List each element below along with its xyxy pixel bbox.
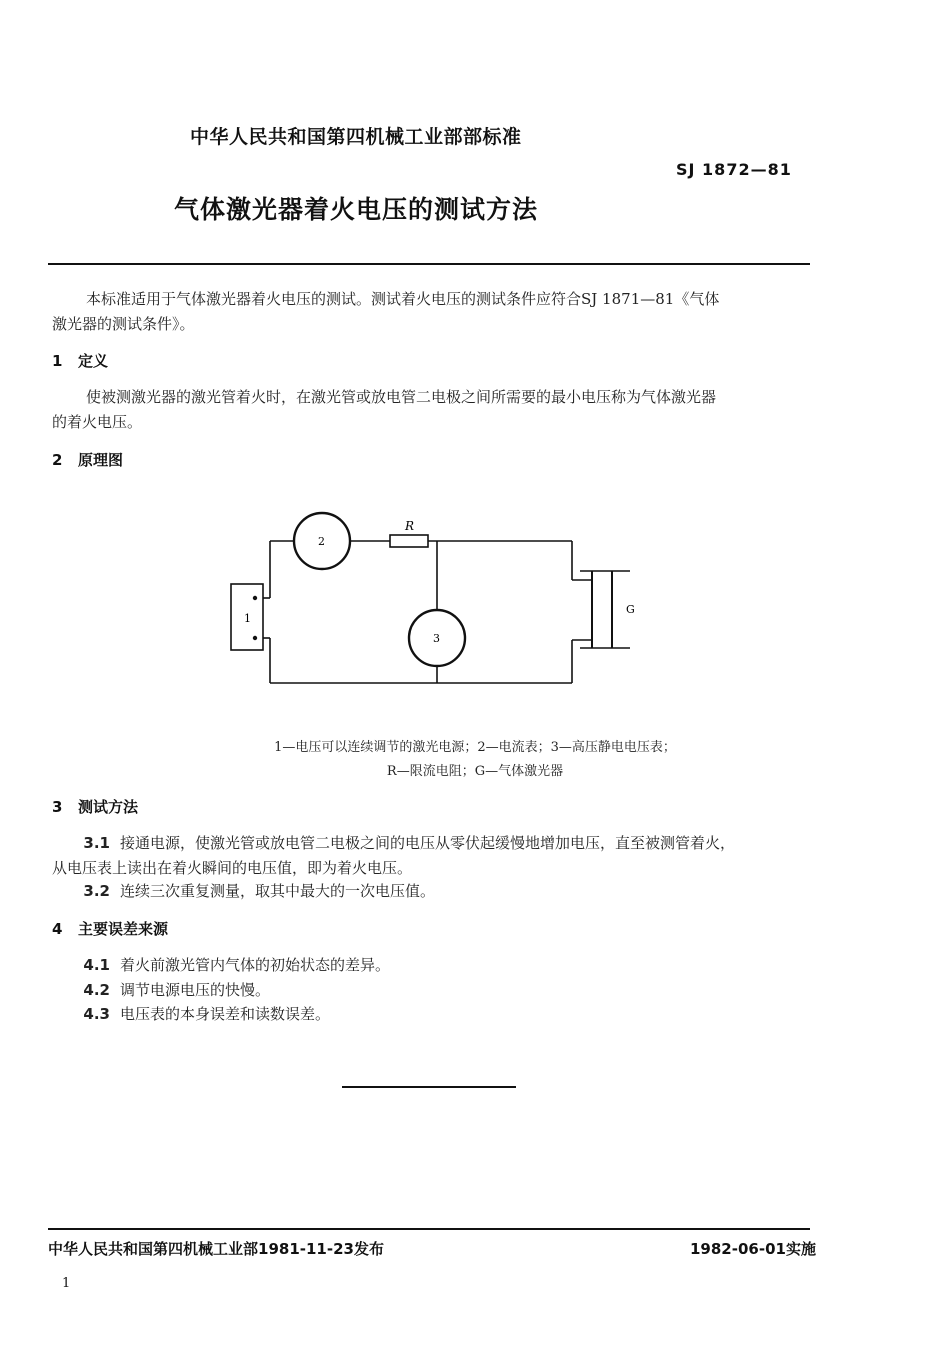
section-4-heading (52, 918, 168, 939)
section-3-heading (52, 796, 138, 817)
end-rule (342, 1086, 516, 1088)
item-number: 4.1 (83, 956, 110, 974)
item-text-continued: 从电压表上读出在着火瞬间的电压值，即为着火电压。 (52, 859, 413, 877)
issue-date: 中华人民共和国第四机械工业部1981-11-23发布 (48, 1240, 384, 1258)
item-number: 4.3 (83, 1005, 110, 1023)
section-title: 测试方法 (78, 798, 139, 816)
item-number: 3.2 (83, 882, 110, 900)
label-voltmeter: 3 (433, 632, 440, 645)
label-gas-laser: G (626, 603, 635, 616)
section-number: 1 (52, 352, 63, 370)
intro-line-2: 激光器的测试条件》。 (52, 315, 195, 333)
power-terminal-top (253, 596, 257, 600)
diagram-caption-line-1: 1—电压可以连续调节的激光电源；2—电流表；3—高压静电电压表； (274, 740, 676, 755)
item-number: 3.1 (83, 834, 110, 852)
item-text: 连续三次重复测量，取其中最大的一次电压值。 (120, 882, 436, 900)
list-item (52, 953, 812, 978)
list-item (52, 831, 812, 881)
label-resistor: R (405, 519, 415, 533)
list-item (52, 879, 812, 904)
item-text: 电压表的本身误差和读数误差。 (120, 1005, 331, 1023)
page-number: 1 (62, 1276, 71, 1291)
section-number: 4 (52, 920, 63, 938)
diagram-caption-line-2: R—限流电阻；G—气体激光器 (386, 764, 564, 779)
item-text: 着火前激光管内气体的初始状态的差异。 (120, 956, 391, 974)
item-number: 4.2 (83, 981, 110, 999)
standard-number: SJ 1872—81 (676, 160, 792, 179)
power-terminal-bottom (253, 636, 257, 640)
section-1-line-1: 使被测激光器的激光管着火时，在激光管或放电管二电极之间所需要的最小电压称为气体激光器 (86, 388, 717, 406)
effective-date: 1982-06-01实施 (690, 1240, 816, 1258)
section-title: 定义 (78, 352, 109, 370)
list-item (52, 1002, 812, 1027)
item-text: 接通电源，使激光管或放电管二电极之间的电压从零伏起缓慢地增加电压，直至被测管着火， (120, 834, 736, 852)
issuing-agency: 中华人民共和国第四机械工业部部标准 (190, 126, 522, 148)
section-number: 3 (52, 798, 63, 816)
section-1-line-2: 的着火电压。 (52, 413, 143, 431)
section-number: 2 (52, 451, 63, 469)
section-title: 原理图 (78, 451, 124, 469)
section-title: 主要误差来源 (78, 920, 169, 938)
item-text: 调节电源电压的快慢。 (120, 981, 271, 999)
footer-rule (48, 1228, 810, 1230)
document-title: 气体激光器着火电压的测试方法 (174, 195, 539, 224)
resistor-r (390, 535, 428, 547)
label-ammeter: 2 (318, 535, 325, 548)
list-item (52, 978, 812, 1003)
intro-line-1: 本标准适用于气体激光器着火电压的测试。测试着火电压的测试条件应符合SJ 1871—81《气体 (86, 290, 720, 308)
label-power-supply: 1 (244, 612, 251, 625)
